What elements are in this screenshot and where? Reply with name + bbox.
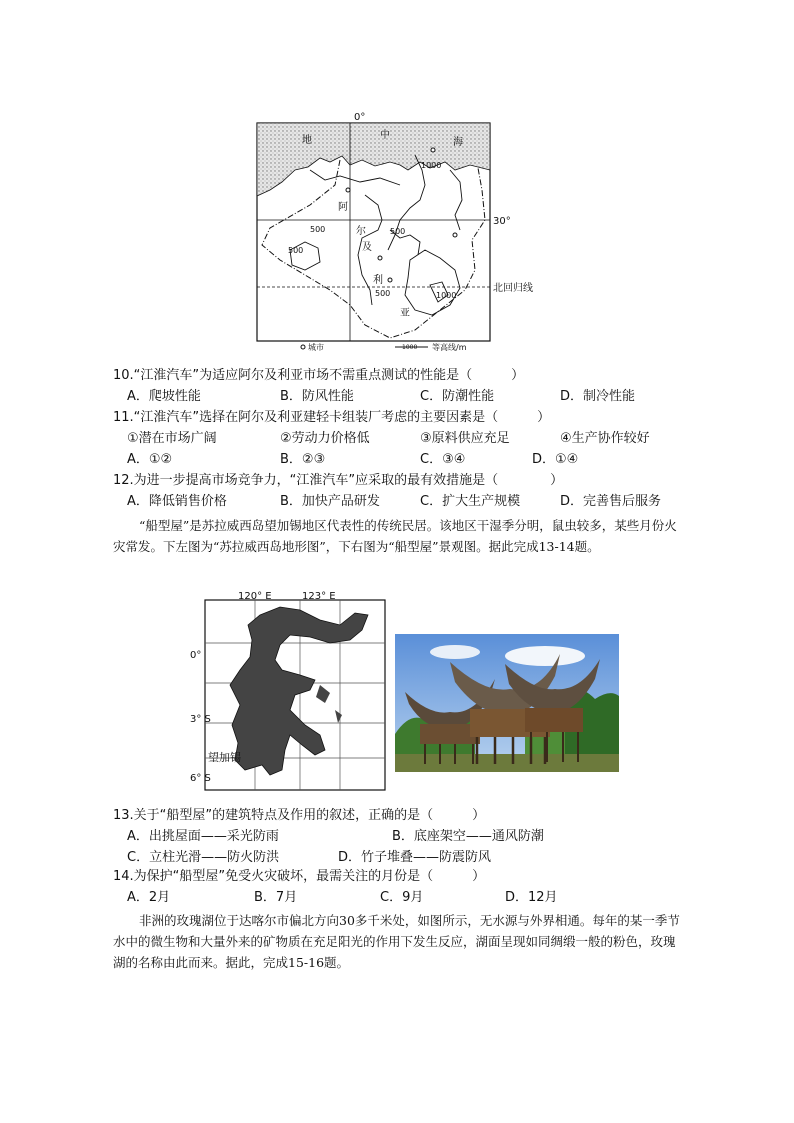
city-marker	[378, 256, 382, 260]
q14-option-b: B．7月	[254, 890, 298, 905]
boat-house-photo	[395, 634, 619, 772]
q11-factor-2: ②劳动力价格低	[280, 431, 370, 446]
q10-option-c: C．防潮性能	[420, 389, 495, 404]
contour-value: 1000	[421, 161, 442, 170]
question-14: 14.为保护“船型屋”免受火灾破坏，最需关注的月份是（ ）	[113, 869, 486, 884]
lat-label: 3° S	[190, 714, 211, 725]
q11-factor-4: ④生产协作较好	[560, 431, 650, 446]
q11-option-d: D．①④	[532, 452, 579, 467]
legend-contour-sample: 1000	[402, 344, 418, 351]
contour-value: 500	[310, 225, 326, 234]
question-13: 13.关于“船型屋”的建筑特点及作用的叙述，正确的是（ ）	[113, 808, 486, 823]
q12-option-b: B．加快产品研发	[280, 494, 380, 509]
q13-option-b: B．底座架空——通风防潮	[392, 829, 544, 844]
contour-value: 500	[288, 246, 304, 255]
q11-factor-3: ③原料供应充足	[420, 431, 510, 446]
q10-option-d: D．制冷性能	[560, 389, 636, 404]
question-12: 12.为进一步提高市场竞争力，“江淮汽车”应采取的最有效措施是（ ）	[113, 473, 564, 488]
q12-option-d: D．完善售后服务	[560, 494, 662, 509]
q14-option-a: A．2月	[127, 890, 171, 905]
country-label: 尔	[356, 226, 366, 237]
q12-option-c: C．扩大生产规模	[420, 494, 521, 509]
passage-pink-lake: 非洲的玫瑰湖位于达喀尔市偏北方向30多千米处，如图所示，无水源与外界相通。每年的某一季节水中的微生物和大量外来的矿物质在充足阳光的作用下发生反应，湖面呈现如同绸缎一般的粉色，玫瑰湖的名称由此而来。据此，完成15-16题。	[113, 913, 680, 970]
q14-option-c: C．9月	[380, 890, 424, 905]
contour-value: 500	[390, 227, 406, 236]
sea-label: 地	[302, 135, 312, 146]
city-label: 望加锡	[208, 751, 241, 764]
tropic-label: 北回归线	[493, 283, 533, 294]
q11-option-a: A．①②	[127, 452, 173, 467]
lon-label: 123° E	[302, 591, 336, 602]
lon-label: 0°	[354, 112, 366, 123]
passage-boat-house: “船型屋”是苏拉威西岛望加锡地区代表性的传统民居。该地区干湿季分明，鼠虫较多，某些月份火灾常发。下左图为“苏拉威西岛地形图”，下右图为“船型屋”景观图。据此完成13-14题。	[113, 518, 677, 554]
country-label: 利	[373, 275, 383, 286]
lat-label: 6° S	[190, 773, 211, 784]
q11-option-b: B．②③	[280, 452, 326, 467]
legend-city-symbol	[301, 345, 305, 349]
question-10: 10.“江淮汽车”为适应阿尔及利亚市场不需重点测试的性能是（ ）	[113, 368, 525, 383]
q10-option-a: A．爬坡性能	[127, 389, 201, 404]
city-marker	[431, 148, 435, 152]
contour-value: 500	[375, 289, 391, 298]
country-label: 阿	[338, 202, 348, 213]
lat-label: 30°	[493, 216, 511, 227]
city-marker	[346, 188, 350, 192]
q10-option-b: B．防风性能	[280, 389, 354, 404]
q13-option-a: A．出挑屋面——采光防雨	[127, 829, 279, 844]
lon-label: 120° E	[238, 591, 272, 602]
q11-option-c: C．③④	[420, 452, 466, 467]
q12-option-a: A．降低销售价格	[127, 494, 227, 509]
legend-contour-label: 等高线/m	[432, 343, 467, 352]
q11-factor-1: ①潜在市场广阔	[127, 431, 217, 446]
country-label: 亚	[400, 308, 410, 319]
city-marker	[453, 233, 457, 237]
legend-city-label: 城市	[308, 343, 324, 352]
q13-option-c: C．立柱光滑——防火防洪	[127, 850, 280, 865]
question-11: 11.“江淮汽车”选择在阿尔及利亚建轻卡组装厂考虑的主要因素是（ ）	[113, 410, 551, 425]
sea-label: 中	[380, 130, 390, 141]
q14-option-d: D．12月	[505, 890, 558, 905]
city-marker	[388, 278, 392, 282]
contour-value: 1000	[436, 291, 457, 300]
sulawesi-map	[190, 585, 390, 795]
sea-label: 海	[453, 137, 463, 148]
q13-option-d: D．竹子堆叠——防震防风	[338, 850, 492, 865]
algeria-map	[250, 110, 550, 360]
country-label: 及	[362, 242, 372, 253]
lat-label: 0°	[190, 650, 202, 661]
